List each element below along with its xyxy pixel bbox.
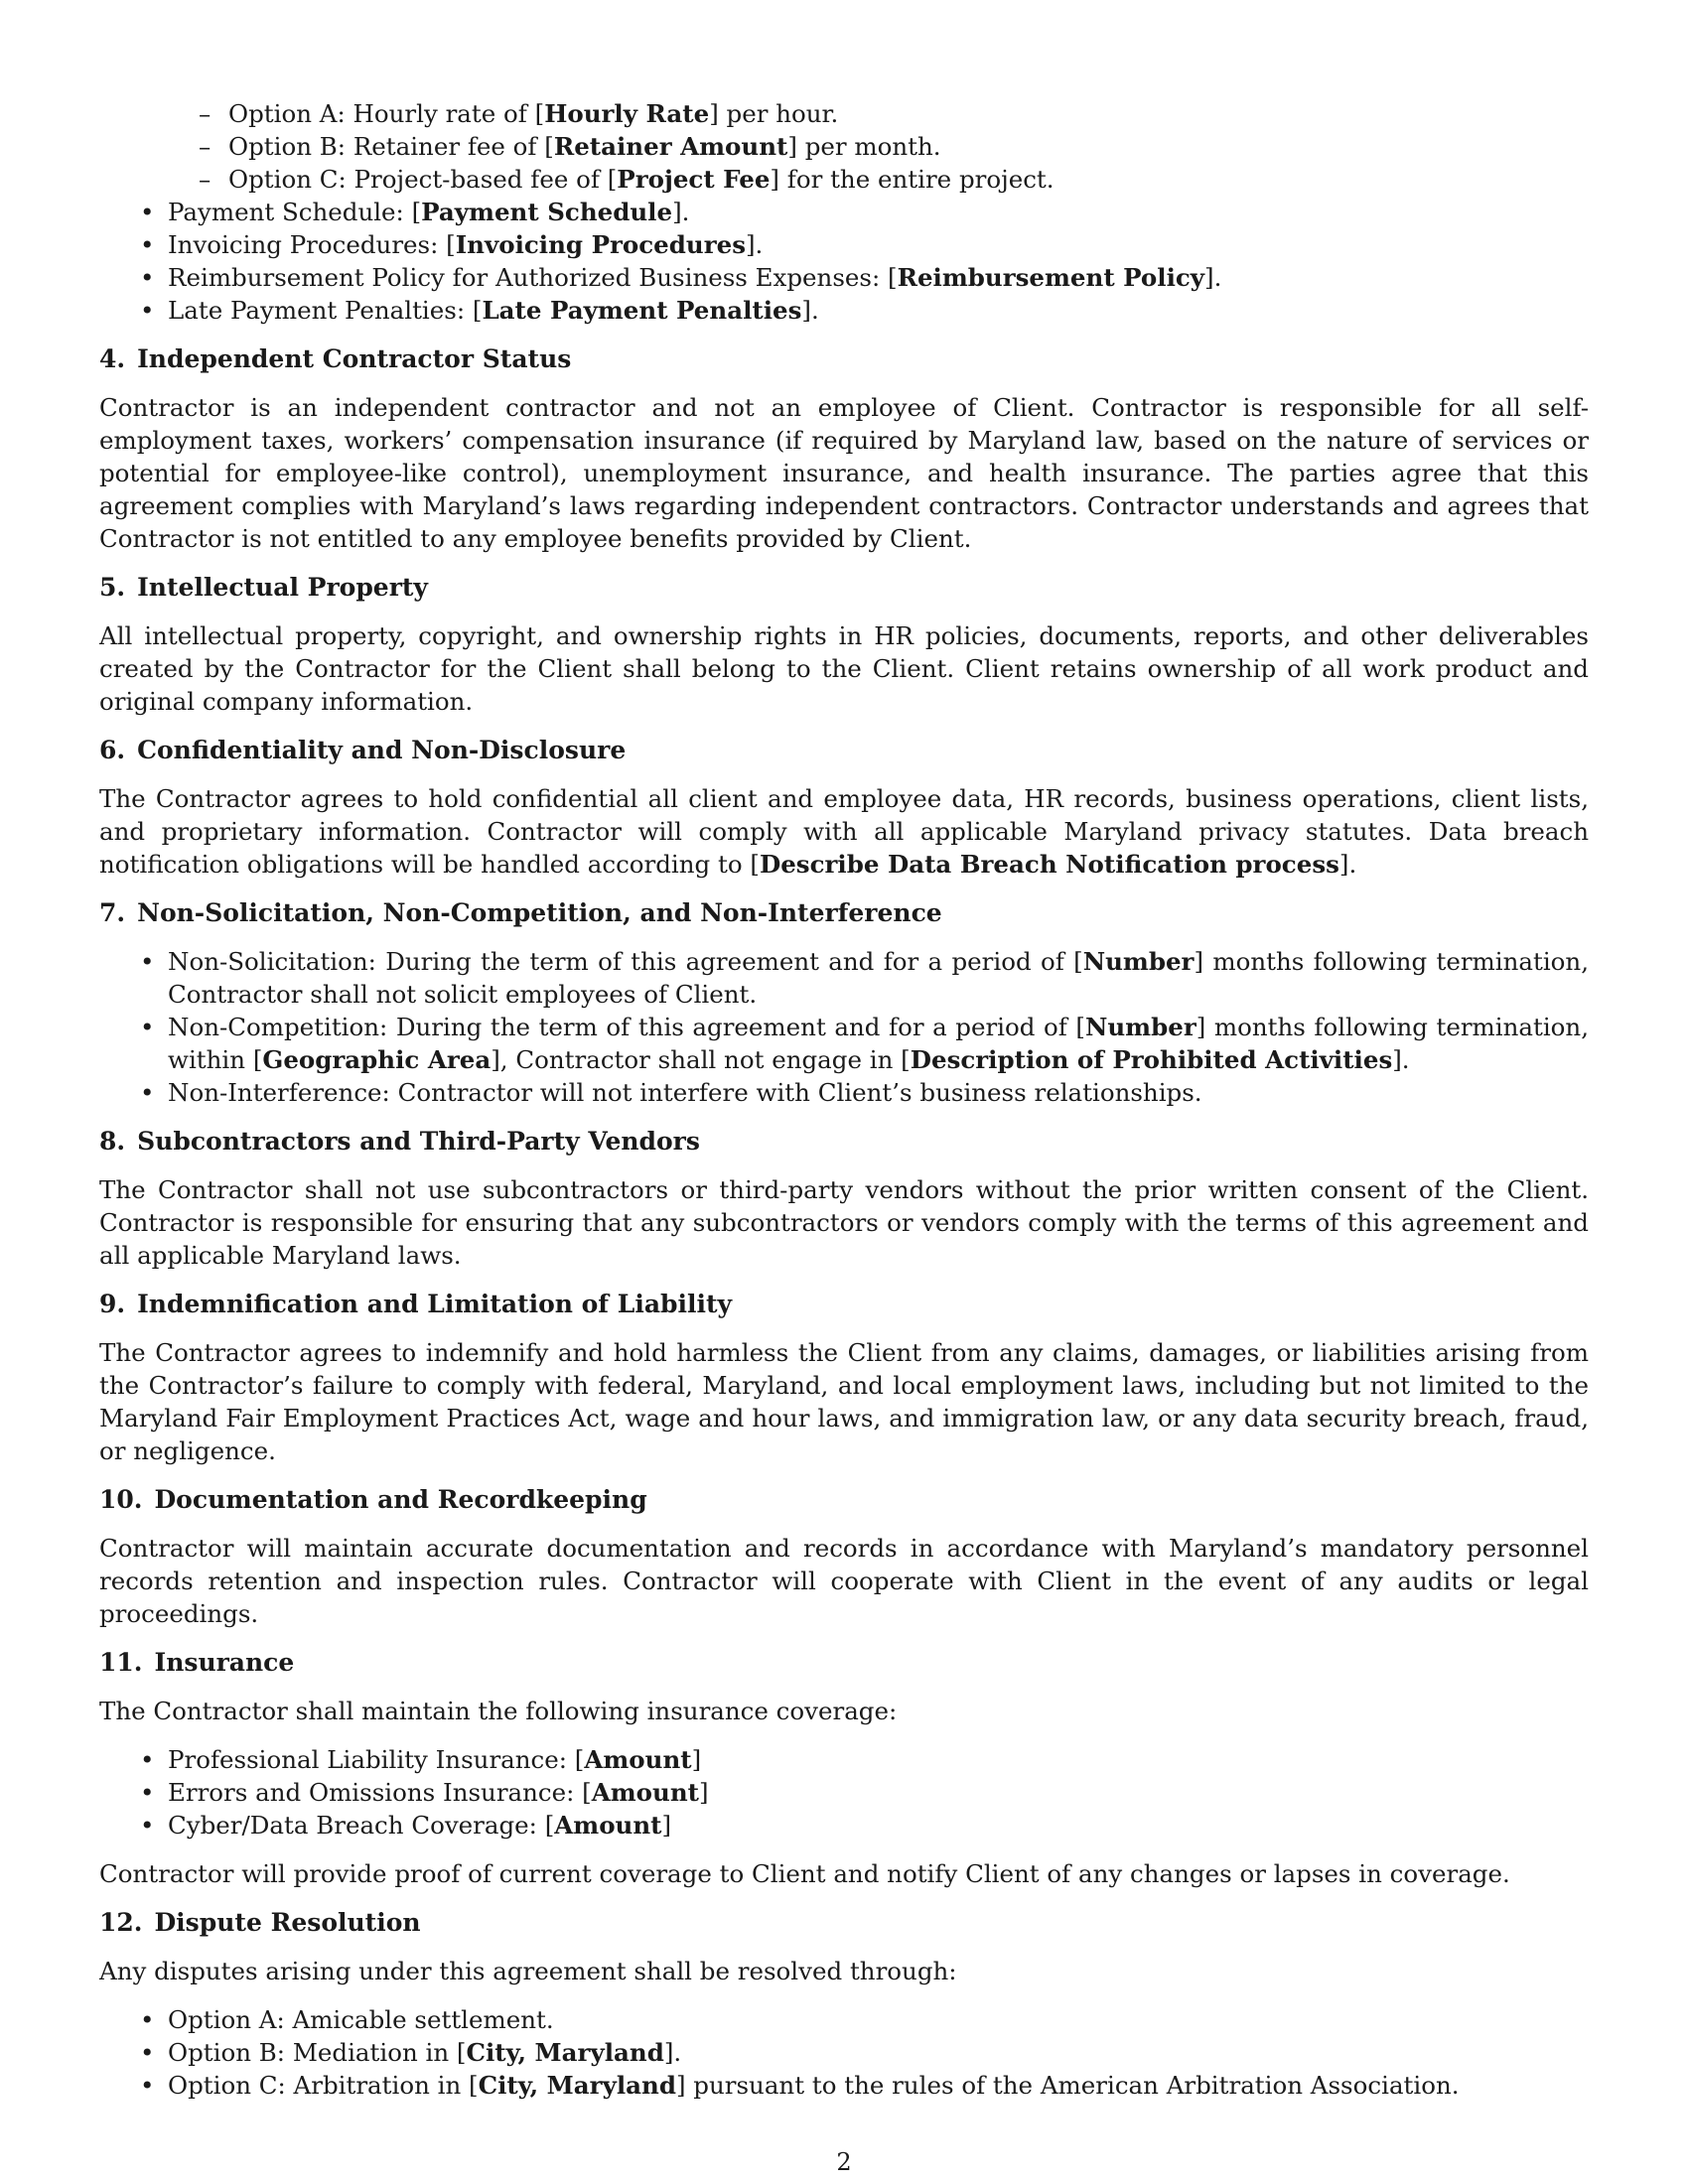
payment-options-list	[99, 97, 1589, 196]
section-11-outro: Contractor will provide proof of current coverage to Client and notify Client of any changes or lapses in coverage.	[99, 1859, 1510, 1888]
non-competition-item: • Non-Competition: During the term of this agreement and for a period of [Number] months following termination, within [Geographic Area], Contractor shall not engage in [Description of Prohibited Activities].	[168, 1011, 1589, 1076]
section-11-heading: 11. Insurance	[99, 1648, 295, 1677]
section-12-heading: 12. Dispute Resolution	[99, 1908, 421, 1937]
payment-option-c: – Option C: Project-based fee of [Project Fee] for the entire project.	[228, 163, 1589, 196]
reimbursement-policy-item: • Reimbursement Policy for Authorized Business Expenses: [Reimbursement Policy].	[168, 261, 1589, 294]
section-5-heading: 5. Intellectual Property	[99, 573, 428, 602]
section-5-body: All intellectual property, copyright, and ownership rights in HR policies, documents, reports, and other deliverables created by the Contractor for the Client shall belong to the Client. Client retains ownership of all work product and original company information.	[99, 621, 1589, 716]
dispute-options-list	[99, 2003, 1589, 2102]
payment-option-b: – Option B: Retainer fee of [Retainer Amount] per month.	[228, 130, 1589, 163]
invoicing-procedures-item: • Invoicing Procedures: [Invoicing Procedures].	[168, 228, 1589, 261]
section-12-intro: Any disputes arising under this agreement shall be resolved through:	[99, 1957, 957, 1985]
payment-schedule-item: • Payment Schedule: [Payment Schedule].	[168, 196, 1589, 228]
page-content	[99, 97, 1589, 2102]
late-payment-penalties-item: • Late Payment Penalties: [Late Payment Penalties].	[168, 294, 1589, 327]
insurance-item: • Professional Liability Insurance: [Amount]	[168, 1743, 1589, 1776]
payment-terms-list	[99, 196, 1589, 327]
section-9-heading: 9. Indemnification and Limitation of Liability	[99, 1290, 733, 1318]
page-number: 2	[836, 2148, 852, 2176]
non-solicitation-item: • Non-Solicitation: During the term of this agreement and for a period of [Number] months following termination, Contractor shall not solicit employees of Client.	[168, 945, 1589, 1011]
dispute-option-c: • Option C: Arbitration in [City, Maryland] pursuant to the rules of the American Arbitration Association.	[168, 2069, 1589, 2102]
section-10-body: Contractor will maintain accurate documentation and records in accordance with Maryland’s mandatory personnel records retention and inspection rules. Contractor will cooperate with Client in the event of any audits or legal proceedings.	[99, 1534, 1589, 1628]
section-11-intro: The Contractor shall maintain the following insurance coverage:	[99, 1697, 898, 1725]
section-9-body: The Contractor agrees to indemnify and hold harmless the Client from any claims, damages, or liabilities arising from the Contractor’s failure to comply with federal, Maryland, and local employment laws, including but not limited to the Maryland Fair Employment Practices Act, wage and hour laws, and immigration law, or any data security breach, fraud, or negligence.	[99, 1338, 1589, 1465]
section-6-body: The Contractor agrees to hold confidential all client and employee data, HR records, business operations, client lists, and proprietary information. Contractor will comply with all applicable Maryland privacy statutes. Data breach notification obligations will be handled according to [Describe Data Breach Notification process].	[99, 784, 1589, 879]
dispute-option-a: • Option A: Amicable settlement.	[168, 2003, 1589, 2036]
section-6-heading: 6. Confidentiality and Non-Disclosure	[99, 736, 627, 764]
non-interference-item: • Non-Interference: Contractor will not interfere with Client’s business relationships.	[168, 1076, 1589, 1109]
insurance-list	[99, 1743, 1589, 1842]
section-7-heading: 7. Non-Solicitation, Non-Competition, and Non-Interference	[99, 898, 942, 927]
section-8-body: The Contractor shall not use subcontractors or third-party vendors without the prior written consent of the Client. Contractor is responsible for ensuring that any subcontractors or vendors comply with the terms of this agreement and all applicable Maryland laws.	[99, 1175, 1589, 1270]
section-7-list	[99, 945, 1589, 1109]
section-8-heading: 8. Subcontractors and Third-Party Vendors	[99, 1127, 700, 1156]
insurance-item: • Errors and Omissions Insurance: [Amount]	[168, 1776, 1589, 1809]
dispute-option-b: • Option B: Mediation in [City, Maryland].	[168, 2036, 1589, 2069]
section-4-heading: 4. Independent Contractor Status	[99, 344, 572, 373]
payment-option-a: – Option A: Hourly rate of [Hourly Rate] per hour.	[228, 97, 1589, 130]
insurance-item: • Cyber/Data Breach Coverage: [Amount]	[168, 1809, 1589, 1842]
section-10-heading: 10. Documentation and Recordkeeping	[99, 1485, 647, 1514]
section-4-body: Contractor is an independent contractor and not an employee of Client. Contractor is responsible for all self-employment taxes, workers’ compensation insurance (if required by Maryland law, based on the nature of services or potential for employee-like control), unemployment insurance, and health insurance. The parties agree that this agreement complies with Maryland’s laws regarding independent contractors. Contractor understands and agrees that Contractor is not entitled to any employee benefits provided by Client.	[99, 393, 1589, 553]
